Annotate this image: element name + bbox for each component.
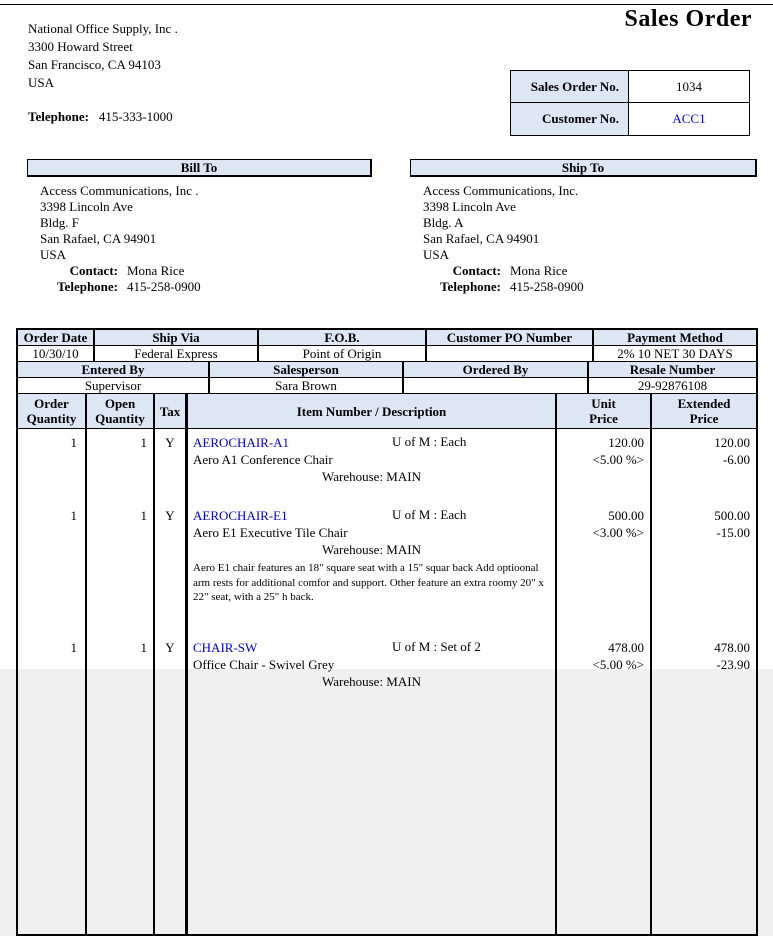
entered-by-value: Supervisor <box>18 378 210 394</box>
order-info-header-row-2 <box>18 362 756 378</box>
bill-to-section <box>27 159 372 295</box>
discount-amount: -6.00 <box>722 452 750 467</box>
bill-to-contact-row <box>40 263 372 279</box>
order-info-value-row-1 <box>18 346 756 362</box>
telephone-label: Telephone: <box>57 279 118 294</box>
bill-to-telephone-row <box>40 279 372 295</box>
open-qty-cell <box>87 429 155 502</box>
bill-to-line: 3398 Lincoln Ave <box>40 199 133 214</box>
customer-no-label: Customer No. <box>511 103 629 135</box>
bill-to-line: San Rafael, CA 94901 <box>40 231 157 246</box>
open-qty-cell <box>87 634 155 934</box>
salesperson-value: Sara Brown <box>210 378 404 394</box>
discount-percent: <3.00 %> <box>592 525 644 540</box>
extended-price-cell <box>652 634 756 934</box>
company-address-line: San Francisco, CA 94103 <box>28 57 161 72</box>
bill-to-body <box>27 177 372 295</box>
company-address-line: USA <box>28 75 55 90</box>
ship-to-contact-row <box>423 263 757 279</box>
order-date-value: 10/30/10 <box>18 346 95 362</box>
tax-cell <box>155 429 188 502</box>
payment-method-header: Payment Method <box>594 330 756 346</box>
ship-to-contact: Mona Rice <box>510 263 568 278</box>
item-row <box>18 502 756 634</box>
bill-to-line: Bldg. F <box>40 215 80 230</box>
item-row <box>18 634 756 934</box>
description-cell <box>188 502 557 634</box>
unit-of-measure: U of M : Each <box>392 434 467 449</box>
customer-no-row <box>511 103 749 135</box>
order-details-table <box>16 328 758 936</box>
open-qty: 1 <box>140 435 147 450</box>
unit-price: 120.00 <box>608 435 644 450</box>
ship-to-line: Bldg. A <box>423 215 464 230</box>
order-qty-cell <box>18 429 87 502</box>
ship-to-line: San Rafael, CA 94901 <box>423 231 540 246</box>
description-cell <box>188 634 557 934</box>
extended-price-header <box>652 394 756 428</box>
order-info-header-row-1 <box>18 330 756 346</box>
unit-price: 500.00 <box>608 508 644 523</box>
customer-po-value <box>427 346 594 362</box>
item-number-link[interactable]: CHAIR-SW <box>193 639 258 655</box>
ordered-by-value <box>404 378 589 394</box>
company-telephone-row <box>28 108 178 126</box>
bill-to-line: Access Communications, Inc . <box>40 183 199 198</box>
item-line-1 <box>188 634 555 656</box>
item-number-link[interactable]: AEROCHAIR-A1 <box>193 435 290 450</box>
company-telephone: 415-333-1000 <box>98 109 173 124</box>
header-line: Unit <box>591 396 616 411</box>
extended-description: Aero E1 chair features an 18" square seat with a 15" squar back Add optioonal arm rests for additional comfor and support. Other feature an extra roomy 20" x 22" seat, with a 25" h back. <box>193 562 544 603</box>
open-qty-cell <box>87 502 155 634</box>
description-cell <box>188 429 557 502</box>
page-title: Sales Order <box>624 6 752 32</box>
extended-price-cell <box>652 502 756 634</box>
company-address-line: 3300 Howard Street <box>28 39 133 54</box>
discount-amount: -23.90 <box>716 656 750 672</box>
order-qty: 1 <box>70 639 77 655</box>
contact-label: Contact: <box>452 263 501 278</box>
resale-number-header: Resale Number <box>589 362 756 378</box>
bill-to-contact: Mona Rice <box>127 263 185 278</box>
unit-price-cell <box>557 502 652 634</box>
tax-flag: Y <box>165 639 175 655</box>
warehouse: Warehouse: MAIN <box>322 542 421 557</box>
open-quantity-header <box>87 394 155 428</box>
item-description-header <box>188 394 557 428</box>
tax-header <box>155 394 188 428</box>
tax-cell <box>155 502 188 634</box>
header-line: Price <box>689 411 719 426</box>
warehouse: Warehouse: MAIN <box>322 469 421 484</box>
tax-cell <box>155 634 188 934</box>
fob-header: F.O.B. <box>259 330 427 346</box>
ship-to-telephone-row <box>423 279 757 295</box>
extended-price: 500.00 <box>714 508 750 523</box>
telephone-label: Telephone: <box>28 109 89 124</box>
item-description: Aero E1 Executive Tile Chair <box>193 525 348 540</box>
top-rule <box>0 4 773 5</box>
item-line-1 <box>188 502 555 524</box>
header-line: Price <box>589 411 618 426</box>
ordered-by-header: Ordered By <box>404 362 589 378</box>
header-line: Open <box>104 396 136 411</box>
ship-via-header: Ship Via <box>95 330 259 346</box>
customer-po-header: Customer PO Number <box>427 330 594 346</box>
customer-number-link[interactable]: ACC1 <box>672 111 706 126</box>
bill-to-telephone: 415-258-0900 <box>127 279 201 294</box>
ship-to-section <box>410 159 757 295</box>
order-qty-cell <box>18 634 87 934</box>
unit-of-measure: U of M : Set of 2 <box>392 638 481 654</box>
header-line: Order <box>34 396 69 411</box>
company-name: National Office Supply, Inc . <box>28 21 178 36</box>
header-line: Item Number / Description <box>296 403 447 419</box>
items-header-row <box>18 394 756 429</box>
order-qty-cell <box>18 502 87 634</box>
ship-to-telephone: 415-258-0900 <box>510 279 584 294</box>
header-line: Extended <box>677 396 731 411</box>
contact-label: Contact: <box>69 263 118 278</box>
fob-value: Point of Origin <box>259 346 427 362</box>
item-row <box>18 429 756 502</box>
discount-percent: <5.00 %> <box>592 656 644 672</box>
header-line: Tax <box>159 403 181 419</box>
extended-price: 120.00 <box>714 435 750 450</box>
header-line: Quantity <box>95 411 145 426</box>
sales-order-no-value: 1034 <box>676 78 702 94</box>
ship-to-line: 3398 Lincoln Ave <box>423 199 516 214</box>
order-qty: 1 <box>70 435 77 450</box>
items-body <box>18 429 756 934</box>
extended-price: 478.00 <box>714 639 750 655</box>
unit-price-cell <box>557 429 652 502</box>
order-qty: 1 <box>70 508 77 523</box>
item-description: Office Chair - Swivel Grey <box>193 656 335 672</box>
order-info-value-row-2 <box>18 378 756 394</box>
header-line: Quantity <box>26 411 77 426</box>
unit-price: 478.00 <box>608 639 644 655</box>
salesperson-header: Salesperson <box>210 362 404 378</box>
discount-percent: <5.00 %> <box>592 452 644 467</box>
warehouse: Warehouse: MAIN <box>322 673 421 689</box>
open-qty: 1 <box>140 508 147 523</box>
extended-price-cell <box>652 429 756 502</box>
item-description: Aero A1 Conference Chair <box>193 452 333 467</box>
unit-price-header <box>557 394 652 428</box>
order-date-header: Order Date <box>18 330 95 346</box>
entered-by-header: Entered By <box>18 362 210 378</box>
unit-of-measure: U of M : Each <box>392 507 467 522</box>
resale-number-value: 29-92876108 <box>589 378 756 394</box>
item-number-link[interactable]: AEROCHAIR-E1 <box>193 508 288 523</box>
payment-method-value: 2% 10 NET 30 DAYS <box>594 346 756 362</box>
ship-to-body <box>410 177 757 295</box>
bill-to-line: USA <box>40 247 67 262</box>
sales-order-no-label: Sales Order No. <box>511 71 629 102</box>
item-line-1 <box>188 429 555 451</box>
ship-via-value: Federal Express <box>95 346 259 362</box>
discount-amount: -15.00 <box>716 525 750 540</box>
order-quantity-header <box>18 394 87 428</box>
tax-flag: Y <box>165 508 175 523</box>
telephone-label: Telephone: <box>440 279 501 294</box>
open-qty: 1 <box>140 639 147 655</box>
tax-flag: Y <box>165 435 175 450</box>
order-number-box <box>510 70 750 136</box>
ship-to-header: Ship To <box>410 159 757 177</box>
ship-to-line: USA <box>423 247 450 262</box>
bill-to-header: Bill To <box>27 159 372 177</box>
ship-to-line: Access Communications, Inc. <box>423 183 579 198</box>
unit-price-cell <box>557 634 652 934</box>
sales-order-no-row <box>511 71 749 103</box>
company-block <box>28 20 178 126</box>
